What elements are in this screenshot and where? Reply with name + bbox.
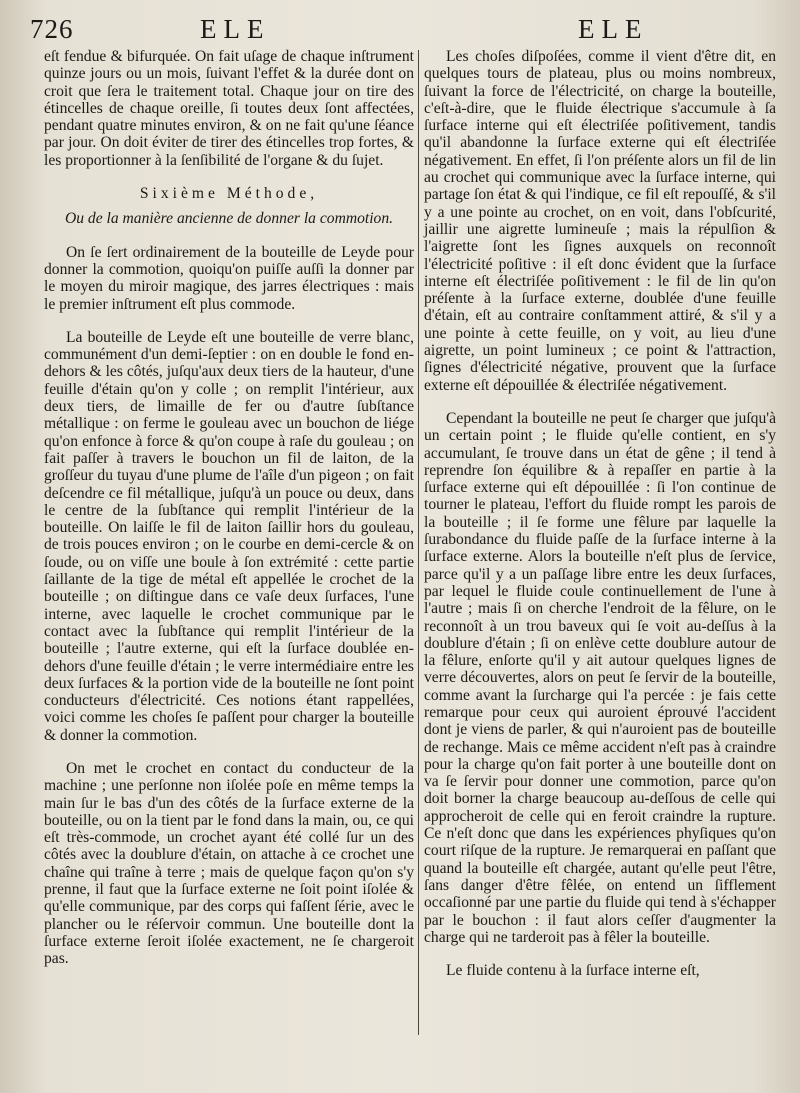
column-divider — [418, 50, 419, 1035]
right-column — [424, 48, 776, 979]
page-header — [30, 14, 780, 46]
paragraph: On ſe ſert ordinairement de la bouteille de Leyde pour donner la commotion, quoiqu'on puiſſe auſſi la donner par le moyen du miroir magique, des jarres électriques : mais le premier inſtrument eſt plus commode. — [44, 243, 414, 313]
paragraph: Les choſes diſpoſées, comme il vient d'être dit, en quelques tours de plateau, plus ou moins nombreux, ſuivant la force de l'électricité, on charge la bouteille, c'eſt-à-dire, que le fluide électrique s'accumule à ſa ſurface interne qui eſt électriſée poſitivement, tandis qu'il abandonne la ſurface externe qui eſt électriſée négativement. En effet, ſi l'on préſente alors un fil de lin au crochet qui communique avec la ſurface interne, qui partage ſon état & qui l'indique, ce fil eſt repouſſé, & s'il y a une pointe au crochet, on en voit, dans l'obſcurité, jaillir une aigrette lumineuſe ; mais la répulſion & l'aigrette ſont les ſignes auxquels on reconnoît l'électricité poſitive : il eſt donc évident que la ſurface interne eſt électriſée poſitivement : le fil de lin qu'on préſente à la ſurface externe, doublée d'une feuille d'étain, eſt au contraire conſtamment attiré, & s'il y a une pointe à cette feuille, on y voit, au lieu d'une aigrette, un point lumineux ; ce point & l'attraction, ſignes d'électricité négative, prouvent que la ſurface externe eſt dépouillée & électriſée négativement. — [424, 48, 776, 394]
paragraph: La bouteille de Leyde eſt une bouteille de verre blanc, communément d'un demi-ſeptier : on en double le fond en-dehors & les côtés, juſqu'aux deux tiers de la hauteur, d'une feuille d'étain qu'on y colle ; on remplit l'intérieur, aux deux tiers, de limaille de fer ou d'autre ſubſtance métallique : on ferme le gouleau avec un bouchon de liége qu'on enfonce à force & qu'on coupe à raſe du gouleau ; on fait paſſer à travers le bouchon un fil de laiton, de la groſſeur du tuyau d'une plume de l'aîle d'un pigeon ; on fait deſcendre ce fil métallique, juſqu'à un pouce ou deux, dans le centre de la ſubſtance qui remplit l'intérieur de la bouteille. On laiſſe le fil de laiton ſaillir hors du gouleau, de trois pouces environ ; on le courbe en demi-cercle & on ſoude, ou on viſſe une boule à ſon extrémité : cette partie ſaillante de la tige de métal eſt appellée le crochet de la bouteille ; on diſtingue dans ce vaſe deux ſurfaces, l'une interne, avec laquelle le crochet communique par le contact avec la ſubſtance qui remplit l'intérieur de la bouteille ; l'autre externe, qui eſt la ſurface doublée en-dehors d'une feuille d'étain ; le verre intermédiaire entre les deux ſurfaces & la portion vide de la bouteille ne ſont point conducteurs d'électricité. Ces notions étant rappellées, voici comme les choſes ſe paſſent pour charger la bouteille & donner la commotion. — [44, 328, 414, 744]
paragraph: Le fluide contenu à la ſurface interne eſt, — [446, 962, 700, 980]
paragraph: eſt fendue & bifurquée. On fait uſage de chaque inſtrument quinze jours ou un mois, ſuivant l'effet & la durée dont on croit que ſera le traitement total. Chaque jour on tire des étincelles de chaque oreille, ſi toutes deux ſont affectées, pendant quatre minutes environ, & on ne fait qu'une ſéance par jour. On doit éviter de tirer des étincelles trop fortes, & les proportionner à la ſenſibilité de l'organe & du ſujet. — [44, 48, 414, 169]
page-number: 726 — [30, 14, 74, 44]
left-column — [44, 48, 414, 968]
paragraph: Cependant la bouteille ne peut ſe charger que juſqu'à un certain point ; le fluide qu'elle contient, en s'y accumulant, ſe trouve dans un état de gêne ; il tend à reprendre ſon équilibre & à repaſſer en partie à la ſurface externe qui eſt dépouillée : ſi l'on continue de tourner le plateau, l'effort du fluide rompt les parois de la bouteille ; il ſe forme une fêlure par laquelle la ſurabondance du fluide paſſe de la ſurface interne à la ſurface externe. Alors la bouteille n'eſt plus de ſervice, parce qu'il y a un paſſage libre entre les deux ſurfaces, par lequel le fluide coule continuellement de l'une à l'autre ; mais ſi on cherche l'endroit de la fêlure, on le reconnoît à un trou baveux qui ſe voit au-deſſus à la doublure d'étain ; ſi on enlève cette doublure autour de la fêlure, enſorte qu'il y ait autour quelques lignes de verre découvertes, alors on peut ſe ſervir de la bouteille, comme avant la ſurcharge qui l'a percée : je fais cette remarque pour ceux qui auroient éprouvé l'accident dont je viens de parler, & qui n'auroient pas de bouteille de rechange. Mais ce même accident n'eſt pas à craindre pour la charge qu'on fait porter à une bouteille dont on va ſe ſervir pour donner une commotion, parce qu'on doit borner la charge beaucoup au-deſſous de celle qui approcheroit de celle qui en feroit craindre la rupture. Ce n'eſt donc que dans les expériences phyſiques qu'on court riſque de la rupture. Je remarquerai en paſſant que quand la bouteille eſt chargée, autant qu'elle peut l'être, ſans danger d'être fêlée, on entend un ſifflement occaſionné par une partie du fluide qui tend à s'échapper par le bouchon : il faut alors ceſſer d'augmenter la charge qui ne tarderoit pas à fêler la bouteille. — [424, 409, 776, 946]
running-head-left: ELE — [200, 14, 271, 44]
paragraph: On met le crochet en contact du conducteur de la machine ; une perſonne non iſolée poſe en même temps la main ſur le bas d'un des côtés de la ſurface externe de la bouteille, ou on la tient par le fond dans la main, ou, ce qui eſt très-commode, un crochet ayant été collé ſur un des côtés avec la doublure d'étain, on attache à ce crochet une chaîne qui traîne à terre ; mais de quelque façon qu'on s'y prenne, il faut que la ſurface externe ne ſoit point iſolée & qu'elle communique, par des corps qui faſſent ſérie, avec le plancher ou le réſervoir commun. Une bouteille dont la ſurface externe ſeroit iſolée exactement, ne ſe chargeroit pas. — [44, 759, 414, 968]
running-head-right: ELE — [578, 14, 649, 44]
section-title: Sixième Méthode, — [139, 185, 319, 203]
section-subtitle: Ou de la manière ancienne de donner la commotion. — [64, 210, 394, 228]
